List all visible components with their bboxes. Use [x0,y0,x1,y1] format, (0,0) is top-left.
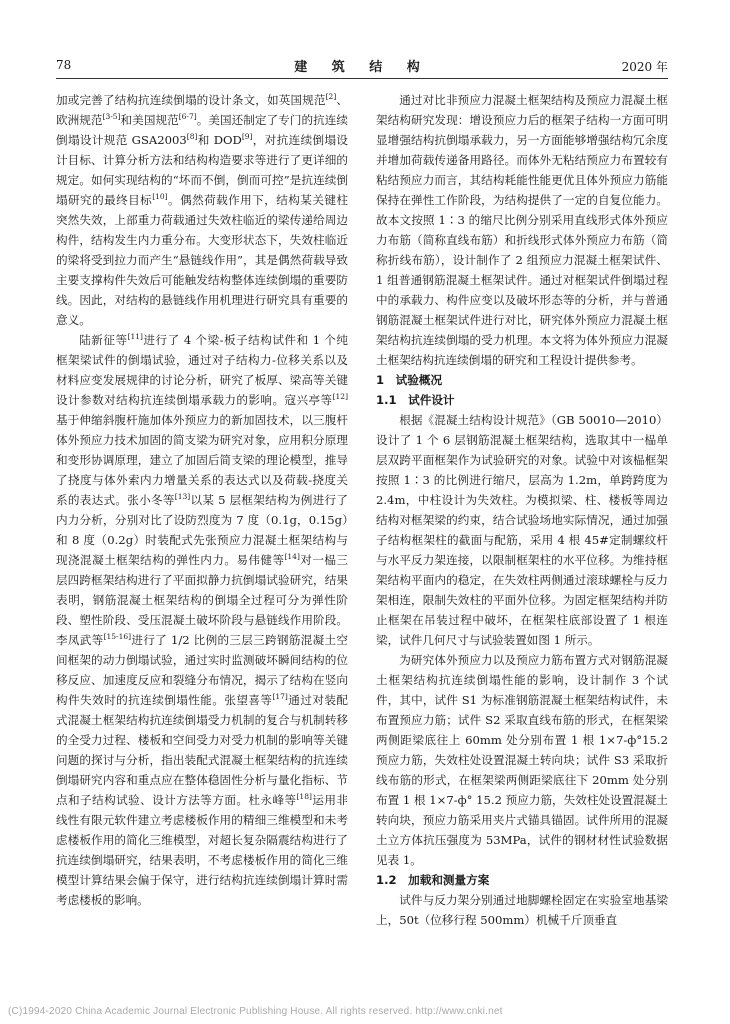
citation-ref: [15-16] [103,632,132,642]
page-number: 78 [56,58,72,72]
citation-ref: [11] [127,332,143,342]
citation-ref: [3-5] [102,112,121,122]
citation-ref: [12] [332,392,348,402]
citation-ref: [9] [241,132,253,142]
citation-ref: [17] [272,692,288,702]
left-paragraph-1: 加或完善了结构抗连续倒塌的设计条文，如英国规范[2]、欧洲规范[3-5]和美国规范[6-7]。美国还制定了专门的抗连续倒塌设计规范 GSA2003[8]和 DOD[9]，对抗连续倒塌设计目标、计算分析方法和结构构造要求等进行了更详细的规定。如何实现结构的“坏而不倒，倒而可控”是抗连续倒塌研究的最终目标[10]。偶然荷载作用下，结构某关键柱突然失效，上部重力荷载通过失效柱临近的梁传递给周边构件，结构发生内力重分布。大变形状态下，失效柱临近的梁将受到拉力而产生“悬链线作用”，其是偶然荷载导致主要支撑构件失效后可能触发结构整体连续倒塌的重要防线。因此，对结构的悬链线作用机理进行研究具有重要的意义。 [56,92,348,327]
page-header [56,56,668,79]
citation-ref: [14] [284,552,300,562]
left-paragraph-2: 陆新征等[11]进行了 4 个梁-板子结构试件和 1 个纯框架梁试件的倒塌试验，通过对子结构力-位移关系以及材料应变发展规律的讨论分析，研究了板厚、梁高等关键设计参数对结构抗连续倒塌承载力的影响。寇兴亭等[12]基于伸缩斜腹杆施加体外预应力的新加固技术，以三腹杆体外预应力技术加固的简支梁为研究对象，应用积分原理和变形协调原理，建立了加固后简支梁的理论模型，推导了挠度与体外索内力增量关系的表达式以及荷载-挠度关系的表达式。张小冬等[13]以某 5 层框架结构为例进行了内力分析，分别对比了设防烈度为 7 度（0.1g，0.15g）和 8 度（0.2g）时装配式先张预应力混凝土框架结构与现浇混凝土框架结构的弹性内力。易伟健等[14]对一榀三层四跨框架结构进行了平面拟静力抗倒塌试验研究，结果表明，钢筋混凝土框架结构的倒塌全过程可分为弹性阶段、塑性阶段、受压混凝土破坏阶段与悬链线作用阶段。李凤武等[15-16]进行了 1/2 比例的三层三跨钢筋混凝土空间框架的动力倒塌试验，通过实时监测破坏瞬间结构的位移反应、加速度反应和裂缝分布情况，揭示了结构在竖向构件失效时的抗连续倒塌性能。张望喜等[17]通过对装配式混凝土框架结构抗连续倒塌受力机制的复合与机制转移的全受力过程、楼板和空间受力对受力机制的影响等关键问题的探讨与分析，指出装配式混凝土框架结构的抗连续倒塌研究内容和重点应在整体稳固性分析与量化指标、节点和子结构试验、设计方法等方面。杜永峰等[18]运用非线性有限元软件建立考虑楼板作用的精细三维模型和未考虑楼板作用的简化三维模型，对超长复杂隔震结构进行了抗连续倒塌研究，结果表明，不考虑楼板作用的简化三维模型计算结果会偏于保守，进行结构抗连续倒塌计算时需考虑楼板的影响。 [56,332,348,907]
section-heading-1-2: 1.2 加载和测量方案 [376,873,490,887]
journal-title: 建 筑 结 构 [294,60,430,75]
citation-ref: [10] [152,192,168,202]
year-issue: 2020 年 [621,60,668,74]
copyright-footer: (C)1994-2020 China Academic Journal Electronic Publishing House. All rights reserved. http://www.cnki.net [8,1006,503,1017]
right-paragraph-4: 试件与反力架分别通过地脚螺栓固定在实验室地基梁上，50t（位移行程 500mm）机械千斤顶垂直 [376,893,668,927]
citation-ref: [6-7] [178,112,197,122]
citation-ref: [18] [296,792,312,802]
left-column [56,90,348,910]
right-paragraph-1: 通过对比非预应力混凝土框架结构及预应力混凝土框架结构研究发现：增设预应力后的框架子结构一方面可明显增强结构抗倒塌承载力，另一方面能够增强结构冗余度并增加荷载传递备用路径。而体外无粘结预应力布置较有粘结预应力而言，其结构耗能性能更优且体外预应力筋能保持在弹性工作阶段，为结构提供了一定的自复位能力。故本文按照 1∶3 的缩尺比例分别采用直线形式体外预应力布筋（简称直线布筋）和折线形式体外预应力布筋（简称折线布筋），设计制作了 2 组预应力混凝土框架试件、1 组普通钢筋混凝土框架试件。通过对框架试件倒塌过程中的承载力、构件应变以及破坏形态等的分析，并与普通钢筋混凝土框架试件进行对比，研究体外预应力混凝土框架结构抗连续倒塌的受力机理。本文将为体外预应力混凝土框架结构抗连续倒塌的研究和工程设计提供参考。 [376,93,668,367]
right-paragraph-3: 为研究体外预应力以及预应力筋布置方式对钢筋混凝土框架结构抗连续倒塌性能的影响，设计制作 3 个试件，其中，试件 S1 为标准钢筋混凝土框架结构试件，未布置预应力筋；试件 S2 采取直线布筋的形式，在框架梁两侧距梁底往上 60mm 处分别布置 1 根 1×7-ф°15.2 预应力筋，失效柱处设置混凝土转向块；试件 S3 采取折线布筋的形式，在框架梁两侧距梁底往下 20mm 处分别布置 1 根 1×7-ф° 15.2 预应力筋，失效柱处设置混凝土转向块，预应力筋采用夹片式锚具锚固。试件所用的混凝土立方体抗压强度为 53MPa，试件的钢材材性试验数据见表 1。 [376,653,668,867]
citation-ref: [8] [186,132,198,142]
right-paragraph-2: 根据《混凝土结构设计规范》（GB 50010—2010）设计了 1 个 6 层钢筋混凝土框架结构，选取其中一榀单层双跨平面框架作为试验研究的对象。试验中对该榀框架按照 1∶3 的比例进行缩尺，层高为 1.2m，单跨跨度为 2.4m，中柱设计为失效柱。为模拟梁、柱、楼板等周边结构对框架梁的约束，结合试验场地实际情况，通过加强子结构框架柱的截面与配筋，采用 4 根 45#定制螺纹杆与水平反力架连接，以限制框架柱的水平位移。为维持框架结构平面内的稳定，在失效柱两侧通过滚球螺栓与反力架相连，限制失效柱的平面外位移。为固定框架结构并防止框架在吊装过程中破坏，在框架柱底部设置了 1 根连梁，试件几何尺寸与试验装置如图 1 所示。 [376,413,668,647]
section-heading-1: 1 试验概况 [376,373,443,387]
citation-ref: [13] [174,492,191,502]
citation-ref: [2] [325,92,337,102]
right-column [376,90,668,930]
section-heading-1-1: 1.1 试件设计 [376,393,455,407]
